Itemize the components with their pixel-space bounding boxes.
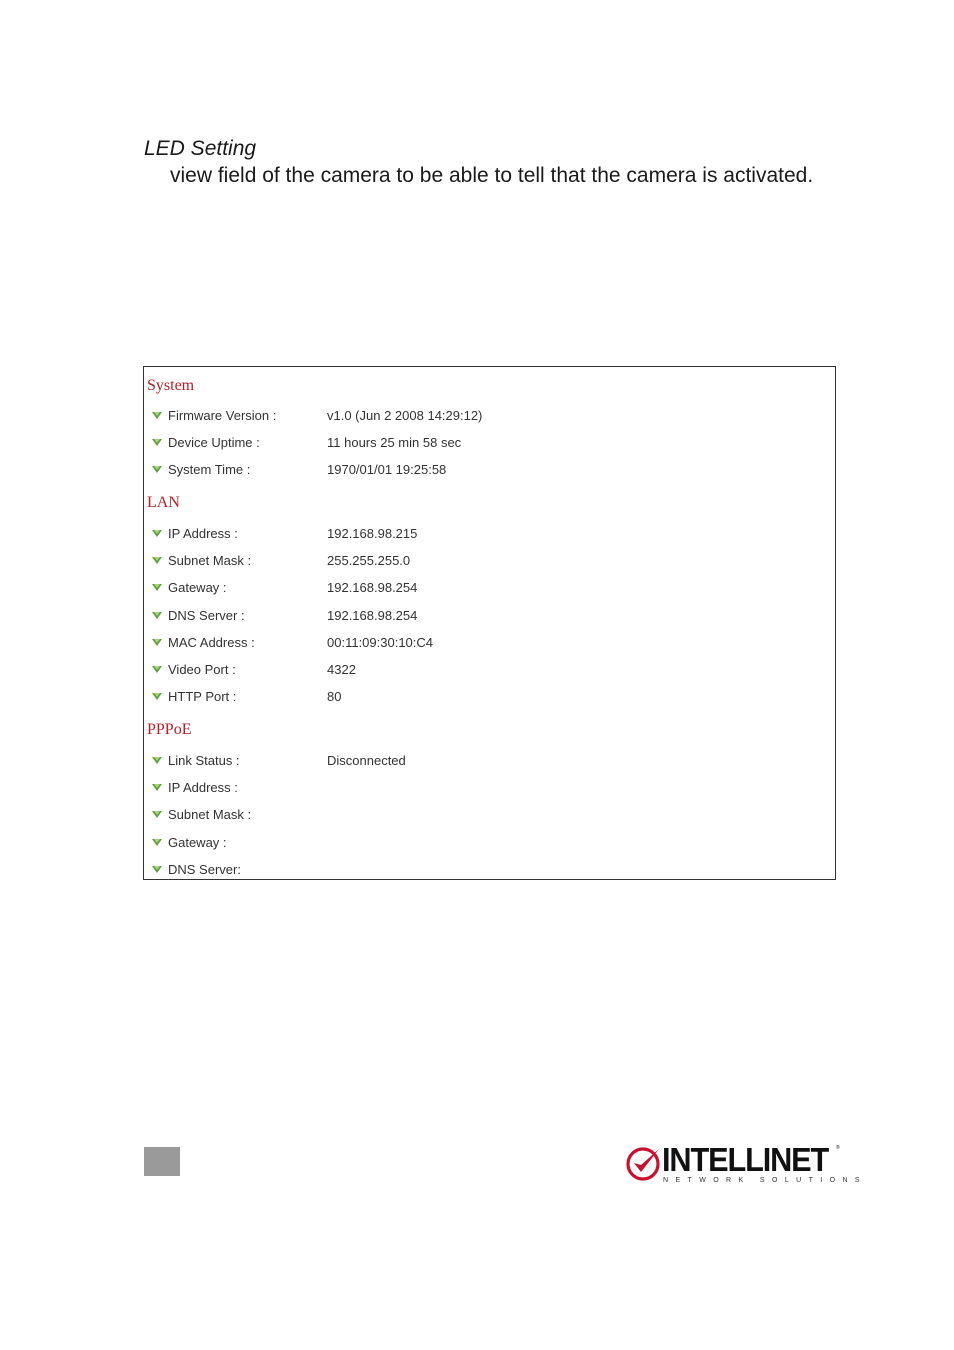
status-row (144, 661, 835, 679)
status-value: 192.168.98.215 (327, 526, 418, 541)
status-row (144, 779, 835, 797)
status-label: System Time : (168, 462, 251, 478)
status-label: IP Address : (168, 780, 238, 796)
status-row (144, 834, 835, 852)
logo-wordmark: INTELLINET (662, 1141, 829, 1178)
logo-tagline: NETWORK SOLUTIONS (663, 1177, 867, 1184)
status-label: Device Uptime : (168, 435, 260, 451)
status-label: DNS Server: (168, 861, 241, 877)
status-value: 11 hours 25 min 58 sec (327, 435, 462, 451)
green-arrow-bullet-icon (151, 636, 163, 648)
status-label: Subnet Mask : (168, 807, 252, 823)
intellinet-logo (626, 1141, 867, 1187)
status-value: 1970/01/01 19:25:58 (327, 462, 447, 478)
status-row (144, 861, 835, 879)
green-arrow-bullet-icon (151, 690, 163, 702)
status-row (144, 552, 835, 570)
status-label: Gateway : (168, 580, 227, 596)
status-label: MAC Address : (168, 634, 255, 650)
green-arrow-bullet-icon (151, 781, 163, 793)
status-row (144, 461, 835, 479)
green-arrow-bullet-icon (151, 463, 163, 475)
green-arrow-bullet-icon (151, 808, 163, 820)
led-setting-description: view field of the camera to be able to tell that the camera is activated. (170, 164, 814, 187)
green-arrow-bullet-icon (151, 663, 163, 675)
status-label: IP Address : (168, 526, 238, 541)
status-label: Subnet Mask : (168, 553, 252, 569)
status-label: Video Port : (168, 662, 236, 677)
green-arrow-bullet-icon (151, 554, 163, 566)
section-title-lan: LAN (147, 494, 180, 511)
status-row (144, 607, 835, 625)
green-arrow-bullet-icon (151, 863, 163, 875)
status-row (144, 634, 835, 652)
status-label: Gateway : (168, 834, 227, 850)
status-value: 00:11:09:30:10:C4 (327, 634, 434, 650)
green-arrow-bullet-icon (151, 527, 163, 539)
led-setting-heading: LED Setting (144, 137, 257, 160)
checkmark-circle-icon (626, 1145, 662, 1181)
status-label: Link Status : (168, 753, 240, 768)
status-value: 192.168.98.254 (327, 607, 418, 623)
status-row (144, 579, 835, 597)
green-arrow-bullet-icon (151, 609, 163, 621)
status-row (144, 688, 835, 706)
status-row (144, 434, 835, 452)
status-label: DNS Server : (168, 607, 245, 623)
green-arrow-bullet-icon (151, 409, 163, 421)
green-arrow-bullet-icon (151, 836, 163, 848)
status-value: 255.255.255.0 (327, 553, 411, 569)
status-value: v1.0 (Jun 2 2008 14:29:12) (327, 408, 483, 423)
green-arrow-bullet-icon (151, 581, 163, 593)
status-row (144, 806, 835, 824)
status-value: 80 (327, 689, 342, 705)
logo-trademark: ® (836, 1145, 840, 1151)
status-value: Disconnected (327, 753, 406, 768)
status-row (144, 752, 835, 770)
status-value: 192.168.98.254 (327, 580, 418, 596)
status-panel (143, 366, 836, 880)
status-row (144, 407, 835, 425)
page-number-box (144, 1147, 180, 1176)
green-arrow-bullet-icon (151, 436, 163, 448)
section-title-pppoe: PPPoE (147, 721, 192, 738)
status-label: HTTP Port : (168, 689, 237, 705)
status-row (144, 525, 835, 543)
status-value: 4322 (327, 662, 356, 677)
status-label: Firmware Version : (168, 408, 277, 423)
green-arrow-bullet-icon (151, 754, 163, 766)
section-title-system: System (147, 377, 195, 394)
